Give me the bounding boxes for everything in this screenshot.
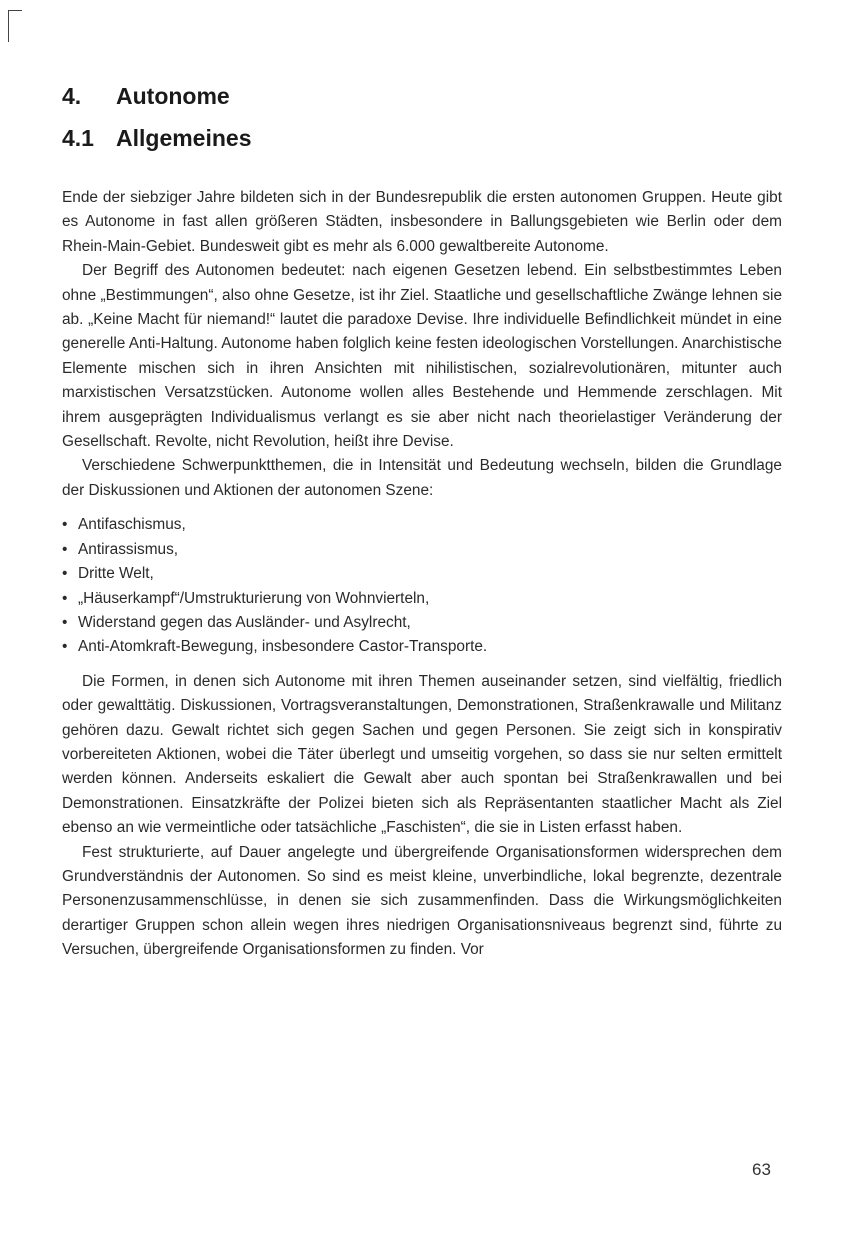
page-content [62,78,782,963]
bullet-icon: • [62,613,68,631]
page-number: 63 [752,1160,771,1179]
list-item-text: Anti-Atomkraft-Bewegung, insbesondere Castor-Transporte. [78,638,488,656]
list-item [62,513,782,537]
crop-mark-horizontal-line [8,10,22,11]
list-item-text: Widerstand gegen das Ausländer- und Asylrecht, [78,613,411,631]
topic-list [62,513,782,659]
section-title: Allgemeines [116,125,252,151]
chapter-title: Autonome [116,83,230,109]
crop-mark-vertical-line [8,10,9,42]
bullet-icon: • [62,540,68,558]
list-item [62,635,782,659]
paragraph-4: Die Formen, in denen sich Autonome mit ihren Themen auseinander setzen, sind vielfältig, friedlich oder gewalttätig. Diskussionen, Vortragsveranstaltungen, Demonstrationen, Straßenkrawalle und Militanz gehören dazu. Gewalt richtet sich gegen Sachen und gegen Personen. Sie zeigt sich in konspirativ vorbereiteten Aktionen, wobei die Täter überlegt und umseitig vorgehen, so dass sie nur selten ermittelt werden können. Anderseits eskaliert die Gewalt aber auch spontan bei Straßenkrawallen und bei Demonstrationen. Einsatzkräfte der Polizei bieten sich als Repräsentanten staatlicher Macht als Ziel ebenso an wie vermeintliche oder tatsächliche „Faschisten“, die sie in Listen erfasst haben. [62,672,782,837]
crop-mark [8,10,24,42]
paragraph-3: Verschiedene Schwerpunktthemen, die in Intensität und Bedeutung wechseln, bilden die Grundlage der Diskussionen und Aktionen der autonomen Szene: [62,457,782,499]
bullet-icon: • [62,589,68,607]
bullet-icon: • [62,638,68,656]
list-item-text: Antirassismus, [78,540,179,558]
paragraph-5: Fest strukturierte, auf Dauer angelegte und übergreifende Organisationsformen widersprechen dem Grundverständnis der Autonomen. So sind es meist kleine, unverbindliche, lokal begrenzte, dezentrale Personenzusammenschlüsse, in denen sie sich zusammenfinden. Dass die Wirkungsmöglichkeiten derartiger Gruppen schon allein wegen ihres niedrigen Organisationsniveaus begrenzt sind, führte zu Versuchen, übergreifende Organisationsformen zu finden. Vor [62,843,782,959]
list-item [62,611,782,635]
list-item [62,562,782,586]
body-text [62,186,782,963]
chapter-number: 4. [62,83,82,109]
chapter-heading [62,78,782,114]
bullet-icon: • [62,565,68,583]
section-number: 4.1 [62,125,94,151]
list-item [62,587,782,611]
list-item-text: Dritte Welt, [78,565,154,583]
section-heading [62,120,782,156]
list-item-text: Antifaschismus, [78,516,186,534]
paragraph-1: Ende der siebziger Jahre bildeten sich in der Bundesrepublik die ersten autonomen Gruppen. Heute gibt es Autonome in fast allen größeren Städten, insbesondere in Ballungsgebieten wie Berlin oder dem Rhein-Main-Gebiet. Bundesweit gibt es mehr als 6.000 gewaltbereite Autonome. [62,189,782,255]
bullet-icon: • [62,516,68,534]
list-item-text: „Häuserkampf“/Umstrukturierung von Wohnvierteln, [78,589,430,607]
list-item [62,538,782,562]
paragraph-2: Der Begriff des Autonomen bedeutet: nach eigenen Gesetzen lebend. Ein selbstbestimmtes Leben ohne „Bestimmungen“, also ohne Gesetze, ist ihr Ziel. Staatliche und gesellschaftliche Zwänge lehnen sie ab. „Keine Macht für niemand!“ lautet die paradoxe Devise. Ihre individuelle Befindlichkeit mündet in eine generelle Anti-Haltung. Autonome haben folglich keine festen ideologischen Vorstellungen. Anarchistische Elemente mischen sich in ihren Ansichten mit nihilistischen, sozialrevolutionären, mitunter auch marxistischen Versatzstücken. Autonome wollen alles Bestehende und Hemmende zerschlagen. Mit ihrem ausgeprägten Individualismus verlangt es sie aber nicht nach theorielastiger Veränderung der Gesellschaft. Revolte, nicht Revolution, heißt ihre Devise. [62,262,782,451]
